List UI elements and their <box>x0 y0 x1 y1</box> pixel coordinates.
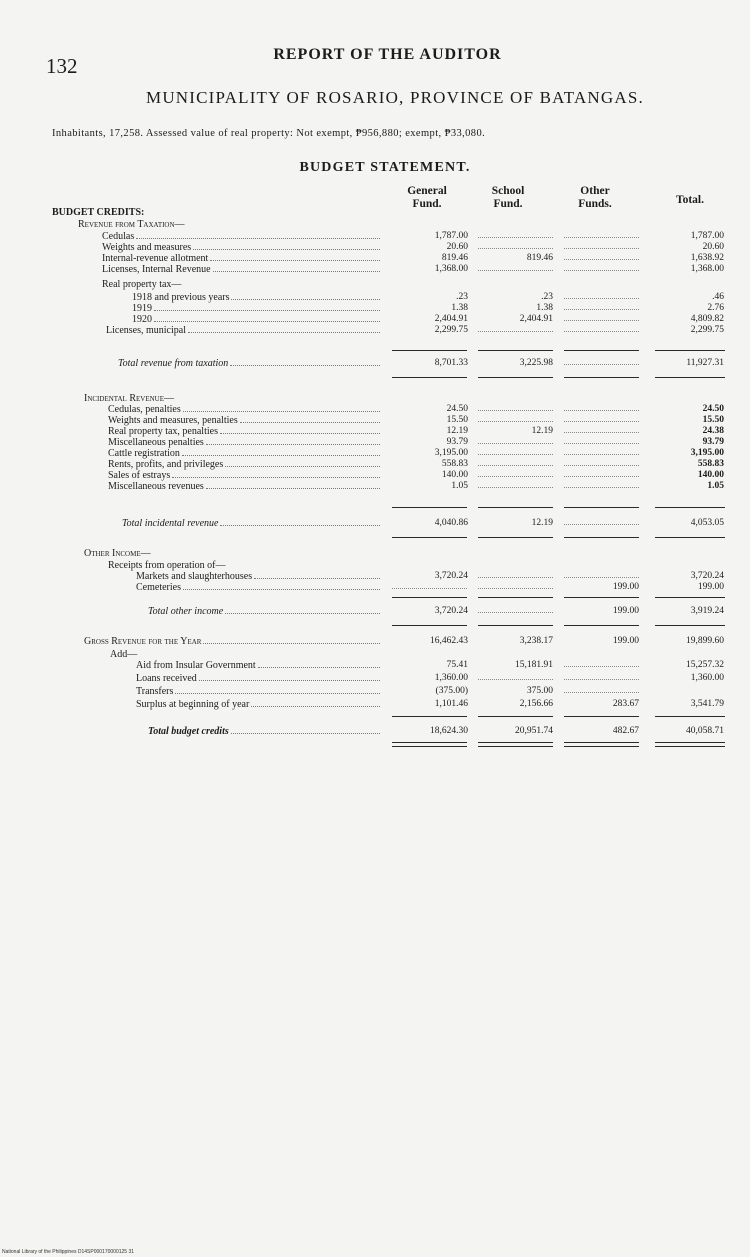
taxation-row-general-value: 1.38 <box>451 303 468 313</box>
incidental-row-general-value: 93.79 <box>446 437 468 447</box>
taxation-row <box>0 264 750 275</box>
dot-leader <box>136 231 380 239</box>
dot-leader <box>240 415 380 423</box>
taxation-row <box>0 279 750 290</box>
taxation-row-label-text: 1920 <box>132 314 152 325</box>
grand-total-label <box>148 726 380 737</box>
blank-cell <box>564 524 639 525</box>
taxation-row-school-value: 819.46 <box>526 253 553 263</box>
grand-total-total-value: 40,058.71 <box>686 726 724 736</box>
taxation-row-general-value: .23 <box>456 292 468 302</box>
dot-leader <box>206 481 380 489</box>
inhabitants-line: Inhabitants, 17,258. Assessed value of real property: Not exempt, ₱956,880; exempt, ₱33,080. <box>52 128 486 139</box>
other-income-row-total-value: 199.00 <box>697 582 724 592</box>
add-row-label-text: Loans received <box>136 673 197 684</box>
other-income-total-label <box>148 606 380 617</box>
blank-cell <box>478 421 553 422</box>
taxation-row-general-value: 20.60 <box>446 242 468 252</box>
other-income-row-label <box>136 582 380 593</box>
column-rule <box>478 716 553 717</box>
municipality-title: MUNICIPALITY OF ROSARIO, PROVINCE OF BATANGAS. <box>146 88 644 107</box>
gross-revenue-school-value: 3,238.17 <box>519 636 553 646</box>
taxation-row-label <box>106 325 380 336</box>
incidental-row-label-text: Miscellaneous penalties <box>108 437 204 448</box>
dot-leader <box>230 358 380 366</box>
grand-total-label-text: Total budget credits <box>148 726 229 737</box>
incidental-row-label <box>108 459 380 470</box>
other-income-row-general-value: 3,720.24 <box>434 571 468 581</box>
incidental-total-label <box>122 518 380 529</box>
incidental-row-total-value: 24.38 <box>702 426 724 436</box>
column-header-school: School Fund. <box>491 185 525 210</box>
incidental-row <box>0 404 750 415</box>
budget-credits-heading <box>0 207 750 218</box>
column-rule <box>478 507 553 508</box>
incidental-row-general-value: 1.05 <box>451 481 468 491</box>
add-row-general-value: 75.41 <box>446 660 468 670</box>
other-income-total <box>0 606 750 617</box>
blank-cell <box>564 320 639 321</box>
other-income-row-other-value: 199.00 <box>612 582 639 592</box>
add-row-label-text: Aid from Insular Government <box>136 660 256 671</box>
blank-cell <box>564 364 639 365</box>
other-income-total-label-text: Total other income <box>148 606 224 617</box>
other-income-row-total-value: 3,720.24 <box>690 571 724 581</box>
gross-revenue-label-text: Gross Revenue for the Year <box>84 636 202 647</box>
incidental-row-general-value: 24.50 <box>446 404 468 414</box>
blank-cell <box>564 259 639 260</box>
column-rule <box>655 537 725 538</box>
footer-credit: National Library of the Philippines D14SP000170000125 31 <box>2 1249 135 1255</box>
blank-cell <box>478 577 553 578</box>
blank-cell <box>478 410 553 411</box>
column-rule <box>392 625 467 626</box>
other-income-row-label-text: Markets and slaughterhouses <box>136 571 253 582</box>
column-rule <box>564 597 639 598</box>
column-rule <box>478 377 553 378</box>
incidental-row <box>0 470 750 481</box>
taxation-row <box>0 242 750 253</box>
incidental-heading-label: Incidental Revenue— <box>84 393 174 404</box>
blank-cell <box>478 270 553 271</box>
blank-cell <box>564 679 639 680</box>
taxation-total-label <box>118 358 380 369</box>
add-row-total-value: 1,360.00 <box>690 673 724 683</box>
add-row-general-value: (375.00) <box>435 686 468 696</box>
taxation-row <box>0 325 750 336</box>
incidental-row-label <box>108 415 380 426</box>
taxation-row-label <box>102 264 380 275</box>
taxation-heading-label: Revenue from Taxation— <box>78 219 185 230</box>
add-row-label <box>136 686 380 697</box>
taxation-row <box>0 292 750 303</box>
taxation-row-label: Real property tax— <box>102 279 182 290</box>
blank-cell <box>478 237 553 238</box>
gross-revenue <box>0 636 750 647</box>
incidental-row <box>0 426 750 437</box>
incidental-row-label <box>108 448 380 459</box>
column-rule <box>392 377 467 378</box>
dot-leader <box>175 686 380 694</box>
dot-leader <box>203 636 380 644</box>
add-heading-label: Add— <box>110 649 138 660</box>
incidental-total <box>0 518 750 529</box>
column-rule <box>564 716 639 717</box>
dot-leader <box>225 606 380 614</box>
incidental-row-label-text: Rents, profits, and privileges <box>108 459 224 470</box>
blank-cell <box>564 432 639 433</box>
page-number: 132 <box>46 54 78 78</box>
column-rule <box>478 597 553 598</box>
add-row-school-value: 15,181.91 <box>515 660 553 670</box>
other-income-row-label <box>136 571 380 582</box>
blank-cell <box>564 666 639 667</box>
blank-cell <box>478 465 553 466</box>
add-row-school-value: 375.00 <box>526 686 553 696</box>
other-income-total-other-value: 199.00 <box>612 606 639 616</box>
taxation-row-total-value: 1,368.00 <box>690 264 724 274</box>
taxation-row <box>0 231 750 242</box>
incidental-row-total-value: 15.50 <box>702 415 724 425</box>
blank-cell <box>564 298 639 299</box>
taxation-row-label-text: Licenses, Internal Revenue <box>102 264 211 275</box>
column-rule <box>655 597 725 598</box>
double-rule <box>478 742 553 747</box>
dot-leader <box>225 459 380 467</box>
double-rule <box>564 742 639 747</box>
dot-leader <box>213 264 380 272</box>
taxation-total-school-value: 3,225.98 <box>519 358 553 368</box>
incidental-row-total-value: 1.05 <box>707 481 724 491</box>
dot-leader <box>154 314 380 322</box>
dot-leader <box>199 673 380 681</box>
add-row-label-text: Transfers <box>136 686 174 697</box>
blank-cell <box>564 465 639 466</box>
other-income-row <box>0 571 750 582</box>
incidental-row <box>0 415 750 426</box>
column-rule <box>478 625 553 626</box>
taxation-row-label <box>102 231 380 242</box>
taxation-row-total-value: .46 <box>712 292 724 302</box>
dot-leader <box>220 426 380 434</box>
grand-total-general-value: 18,624.30 <box>430 726 468 736</box>
dot-leader <box>220 518 380 526</box>
taxation-row-general-value: 2,299.75 <box>434 325 468 335</box>
taxation-row-label-text: Weights and measures <box>102 242 192 253</box>
taxation-row-total-value: 20.60 <box>702 242 724 252</box>
incidental-row-school-value: 12.19 <box>531 426 553 436</box>
add-row-label <box>136 660 380 671</box>
double-rule <box>655 742 725 747</box>
taxation-row-label <box>102 242 380 253</box>
dot-leader <box>251 699 380 707</box>
blank-cell <box>478 331 553 332</box>
dot-leader <box>258 660 380 668</box>
blank-cell <box>564 454 639 455</box>
column-rule <box>392 507 467 508</box>
blank-cell <box>564 443 639 444</box>
other-income-row <box>0 582 750 593</box>
dot-leader <box>193 242 380 250</box>
add-row <box>0 660 750 671</box>
column-rule <box>478 537 553 538</box>
taxation-row <box>0 303 750 314</box>
taxation-row-school-value: 1.38 <box>536 303 553 313</box>
column-rule <box>655 716 725 717</box>
blank-cell <box>392 588 467 589</box>
column-header-other: Other Funds. <box>578 185 612 210</box>
incidental-row-total-value: 24.50 <box>702 404 724 414</box>
taxation-row-label <box>102 253 380 264</box>
dot-leader <box>231 726 380 734</box>
column-header-total: Total. <box>675 194 704 206</box>
add-row <box>0 699 750 710</box>
taxation-row-label-text: 1919 <box>132 303 152 314</box>
taxation-row-general-value: 1,368.00 <box>434 264 468 274</box>
incidental-row-total-value: 140.00 <box>697 470 724 480</box>
incidental-row-label-text: Sales of estrays <box>108 470 171 481</box>
blank-cell <box>478 612 553 613</box>
grand-total-school-value: 20,951.74 <box>515 726 553 736</box>
column-rule <box>564 377 639 378</box>
add-row-general-value: 1,101.46 <box>434 699 468 709</box>
incidental-row-label-text: Miscellaneous revenues <box>108 481 204 492</box>
taxation-row-label-text: 1918 and previous years <box>132 292 230 303</box>
incidental-total-label-text: Total incidental revenue <box>122 518 219 529</box>
incidental-row-label-text: Cedulas, penalties <box>108 404 181 415</box>
incidental-row <box>0 459 750 470</box>
incidental-row-label <box>108 481 380 492</box>
other-income-subheading-label: Receipts from operation of— <box>108 560 226 571</box>
blank-cell <box>564 692 639 693</box>
taxation-row-label-text: Cedulas <box>102 231 135 242</box>
add-row-other-value: 283.67 <box>612 699 639 709</box>
blank-cell <box>478 588 553 589</box>
other-income-heading-label: Other Income— <box>84 548 151 559</box>
taxation-row-total-value: 1,787.00 <box>690 231 724 241</box>
column-header-general: General Fund. <box>407 185 447 210</box>
incidental-row-label <box>108 426 380 437</box>
column-rule <box>655 507 725 508</box>
taxation-row-label <box>132 303 380 314</box>
running-head: REPORT OF THE AUDITOR <box>273 46 502 63</box>
budget-credits-heading-label: BUDGET CREDITS: <box>52 207 145 218</box>
incidental-row-label-text: Weights and measures, penalties <box>108 415 238 426</box>
blank-cell <box>564 577 639 578</box>
incidental-row-label-text: Cattle registration <box>108 448 180 459</box>
taxation-total <box>0 358 750 369</box>
dot-leader <box>231 292 380 300</box>
blank-cell <box>564 476 639 477</box>
blank-cell <box>564 270 639 271</box>
column-rule <box>655 350 725 351</box>
taxation-row-total-value: 2.76 <box>707 303 724 313</box>
statement-title: BUDGET STATEMENT. <box>299 160 471 175</box>
dot-leader <box>210 253 380 261</box>
column-rule <box>564 507 639 508</box>
column-rule <box>392 537 467 538</box>
taxation-row-total-value: 4,809.82 <box>690 314 724 324</box>
column-rule <box>392 716 467 717</box>
dot-leader <box>183 404 380 412</box>
column-rule <box>392 350 467 351</box>
incidental-row <box>0 437 750 448</box>
add-row-label-text: Surplus at beginning of year <box>136 699 250 710</box>
dot-leader <box>254 571 380 579</box>
blank-cell <box>478 679 553 680</box>
incidental-row-label <box>108 437 380 448</box>
incidental-row-label <box>108 470 380 481</box>
taxation-row-label-text: Internal-revenue allotment <box>102 253 209 264</box>
taxation-row-label <box>132 314 380 325</box>
taxation-heading <box>0 219 750 230</box>
incidental-total-school-value: 12.19 <box>531 518 553 528</box>
dot-leader <box>206 437 380 445</box>
blank-cell <box>564 309 639 310</box>
incidental-row-general-value: 140.00 <box>441 470 468 480</box>
add-row-total-value: 3,541.79 <box>690 699 724 709</box>
add-row-total-value: 15,257.32 <box>686 660 724 670</box>
incidental-row <box>0 481 750 492</box>
grand-total-other-value: 482.67 <box>612 726 639 736</box>
blank-cell <box>478 476 553 477</box>
blank-cell <box>478 487 553 488</box>
incidental-heading <box>0 393 750 404</box>
blank-cell <box>564 410 639 411</box>
column-rule <box>564 625 639 626</box>
blank-cell <box>564 331 639 332</box>
taxation-row <box>0 253 750 264</box>
incidental-row-general-value: 3,195.00 <box>434 448 468 458</box>
taxation-row-general-value: 2,404.91 <box>434 314 468 324</box>
gross-revenue-other-value: 199.00 <box>612 636 639 646</box>
taxation-row-label-text: Licenses, municipal <box>106 325 186 336</box>
column-rule <box>478 350 553 351</box>
blank-cell <box>478 248 553 249</box>
blank-cell <box>564 248 639 249</box>
blank-cell <box>478 454 553 455</box>
column-rule <box>564 350 639 351</box>
other-income-heading <box>0 548 750 559</box>
incidental-total-general-value: 4,040.86 <box>434 518 468 528</box>
taxation-row-school-value: .23 <box>541 292 553 302</box>
dot-leader <box>182 448 380 456</box>
grand-total <box>0 726 750 737</box>
taxation-row-general-value: 819.46 <box>441 253 468 263</box>
blank-cell <box>478 443 553 444</box>
incidental-row-general-value: 558.83 <box>441 459 468 469</box>
incidental-row-total-value: 3,195.00 <box>690 448 724 458</box>
taxation-total-label-text: Total revenue from taxation <box>118 358 229 369</box>
dot-leader <box>172 470 380 478</box>
column-rule <box>655 625 725 626</box>
column-rule <box>564 537 639 538</box>
gross-revenue-general-value: 16,462.43 <box>430 636 468 646</box>
dot-leader <box>188 325 380 333</box>
column-rule <box>392 597 467 598</box>
add-row-label <box>136 673 380 684</box>
taxation-row-total-value: 2,299.75 <box>690 325 724 335</box>
taxation-row <box>0 314 750 325</box>
dot-leader <box>154 303 380 311</box>
taxation-row-total-value: 1,638.92 <box>690 253 724 263</box>
incidental-row-label-text: Real property tax, penalties <box>108 426 218 437</box>
taxation-row-general-value: 1,787.00 <box>434 231 468 241</box>
add-row-school-value: 2,156.66 <box>519 699 553 709</box>
taxation-row-school-value: 2,404.91 <box>519 314 553 324</box>
incidental-row-general-value: 12.19 <box>446 426 468 436</box>
other-income-subheading <box>0 560 750 571</box>
blank-cell <box>564 237 639 238</box>
blank-cell <box>564 421 639 422</box>
other-income-total-general-value: 3,720.24 <box>434 606 468 616</box>
incidental-row <box>0 448 750 459</box>
taxation-total-general-value: 8,701.33 <box>434 358 468 368</box>
gross-revenue-total-value: 19,899.60 <box>686 636 724 646</box>
add-row <box>0 673 750 684</box>
incidental-row-total-value: 93.79 <box>702 437 724 447</box>
other-income-row-label-text: Cemeteries <box>136 582 181 593</box>
dot-leader <box>183 582 380 590</box>
other-income-total-total-value: 3,919.24 <box>690 606 724 616</box>
add-row-general-value: 1,360.00 <box>434 673 468 683</box>
add-row <box>0 686 750 697</box>
taxation-row-label <box>132 292 380 303</box>
add-row-label <box>136 699 380 710</box>
incidental-row-total-value: 558.83 <box>697 459 724 469</box>
incidental-total-total-value: 4,053.05 <box>690 518 724 528</box>
incidental-row-label <box>108 404 380 415</box>
column-rule <box>655 377 725 378</box>
blank-cell <box>564 487 639 488</box>
incidental-row-general-value: 15.50 <box>446 415 468 425</box>
gross-revenue-label <box>84 636 380 647</box>
add-heading <box>0 649 750 660</box>
double-rule <box>392 742 467 747</box>
taxation-total-total-value: 11,927.31 <box>686 358 724 368</box>
